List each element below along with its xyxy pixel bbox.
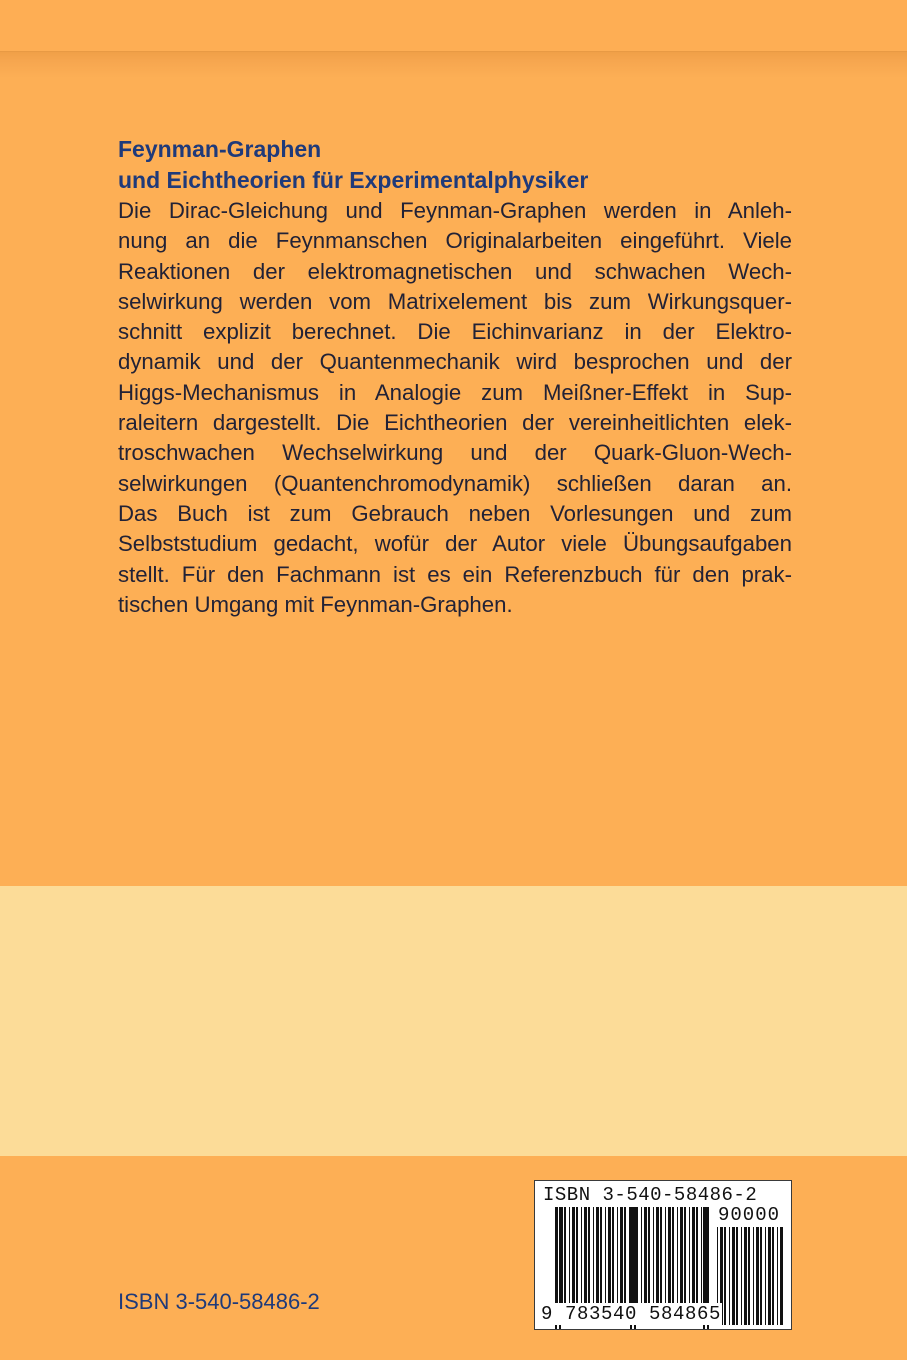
blurb-line: Selbststudium gedacht, wofür der Autor viele Übungsaufgaben (118, 531, 792, 557)
book-title (118, 134, 818, 196)
blurb-text (118, 196, 792, 620)
blurb-line: tischen Umgang mit Feynman-Graphen. (118, 591, 513, 617)
barcode-main-digits: 9 783540 584865 (541, 1303, 722, 1325)
blurb-line: Reaktionen der elektromagnetischen und schwachen Wech- (118, 258, 792, 284)
blurb-line: Die Dirac-Gleichung und Feynman-Graphen werden in Anleh- (118, 198, 792, 223)
barcode-isbn-line: ISBN 3-540-58486-2 (543, 1184, 758, 1206)
top-shadow (0, 52, 907, 78)
blurb-line: dynamik und der Quantenmechanik wird besprochen und der (118, 349, 792, 375)
top-band (0, 0, 907, 52)
title-line-1: Feynman-Graphen (118, 136, 322, 162)
title-line-2: und Eichtheorien für Experimentalphysiker (118, 167, 589, 193)
blurb-line: selwirkung werden vom Matrixelement bis zum Wirkungsquer- (118, 288, 792, 314)
barcode-addon-digits: 90000 (718, 1204, 781, 1226)
blurb-line: nung an die Feynmanschen Originalarbeiten eingeführt. Viele (118, 228, 792, 254)
blurb-line: Das Buch ist zum Gebrauch neben Vorlesungen und zum (118, 500, 792, 526)
blurb-line: stellt. Für den Fachmann ist es ein Referenzbuch für den prak- (118, 561, 792, 587)
blurb-line: selwirkungen (Quantenchromodynamik) schließen daran an. (118, 470, 792, 496)
blurb-line: raleitern dargestellt. Die Eichtheorien der vereinheitlichten elek- (118, 410, 792, 436)
blurb-line: Higgs-Mechanismus in Analogie zum Meißner-Effekt in Sup- (118, 379, 792, 405)
light-color-band (0, 886, 907, 1156)
isbn-label: ISBN 3-540-58486-2 (118, 1289, 320, 1314)
isbn-barcode (534, 1180, 792, 1330)
blurb-line: schnitt explizit berechnet. Die Eichinvarianz in der Elektro- (118, 319, 792, 345)
blurb-line: troschwachen Wechselwirkung und der Quark-Gluon-Wech- (118, 440, 792, 466)
